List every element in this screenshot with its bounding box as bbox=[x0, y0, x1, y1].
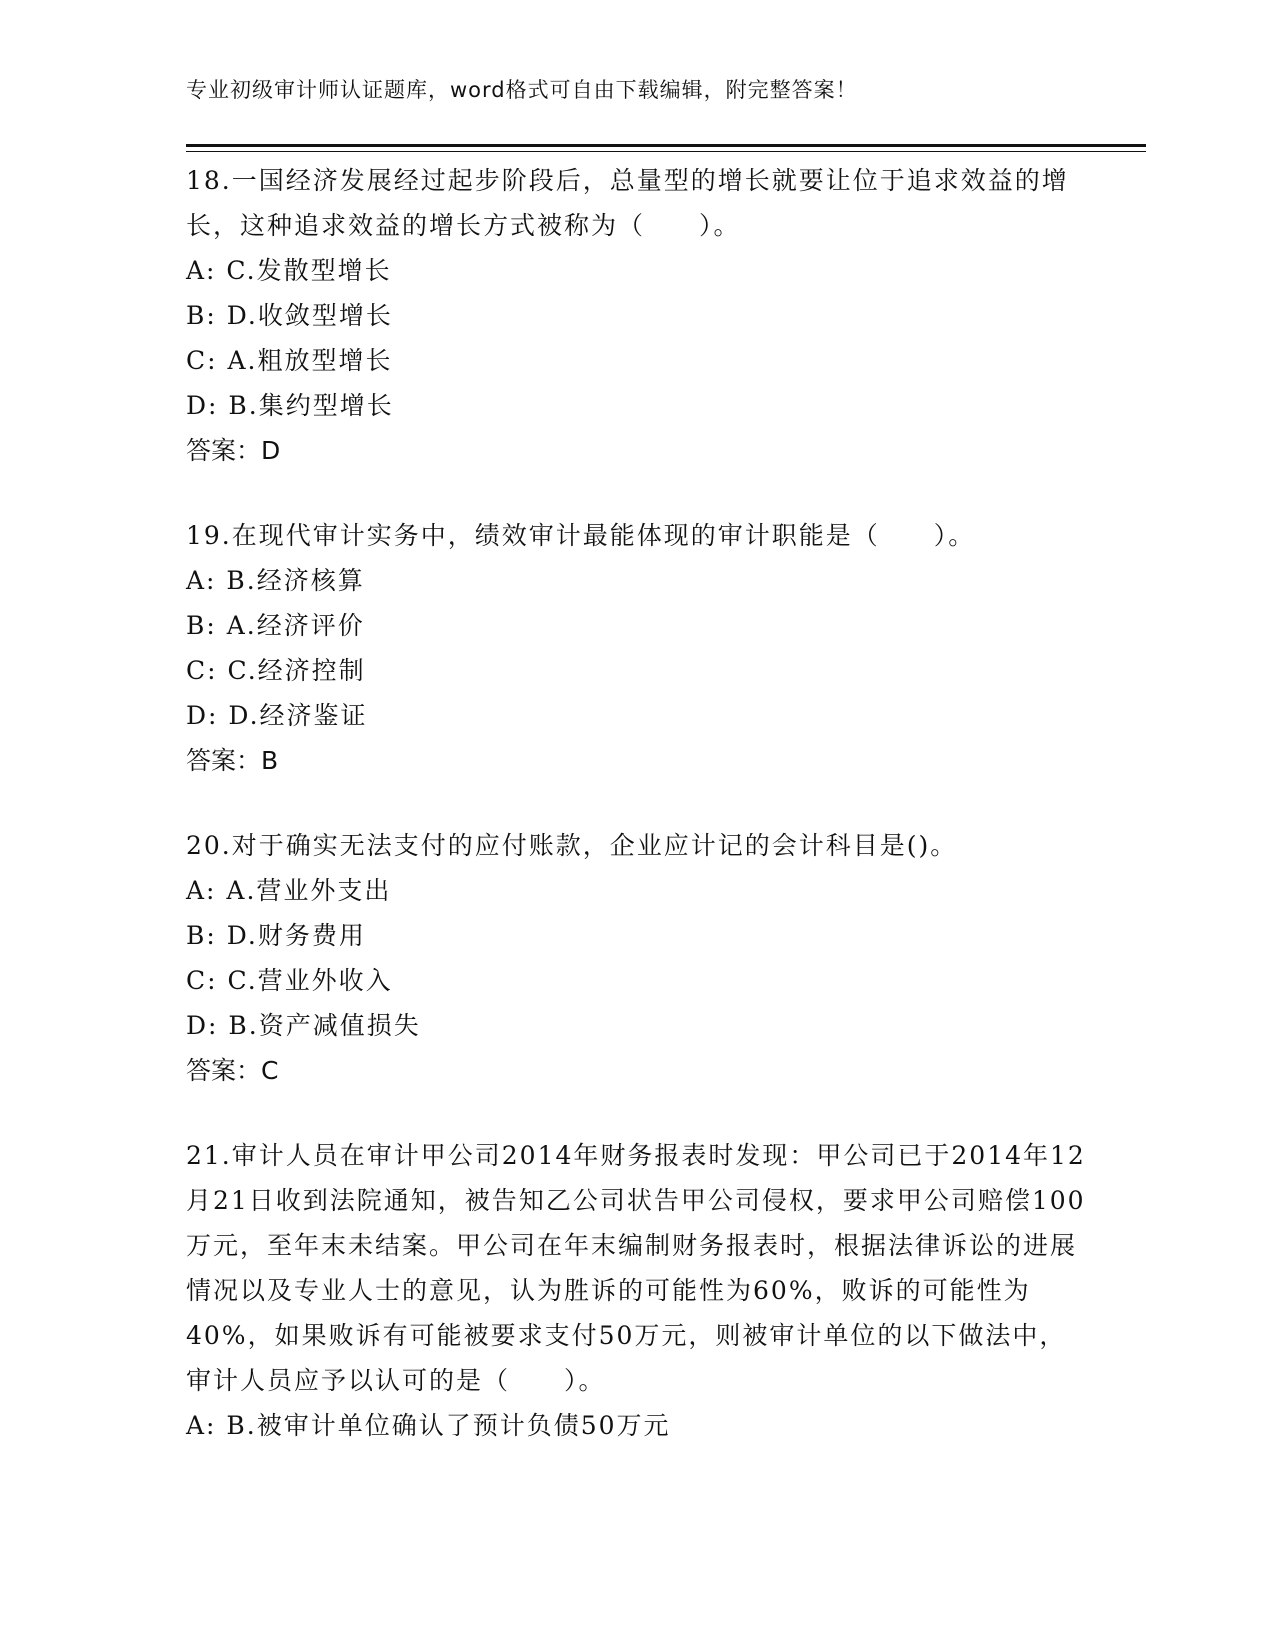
option-a: A: C.发散型增长 bbox=[186, 256, 392, 285]
option-c: C: A.粗放型增长 bbox=[186, 346, 393, 375]
option-a: A: B.被审计单位确认了预计负债50万元 bbox=[186, 1411, 671, 1440]
option-b: B: A.经济评价 bbox=[186, 611, 365, 640]
option-a: A: A.营业外支出 bbox=[186, 876, 392, 905]
page-header: 专业初级审计师认证题库，word格式可自由下载编辑，附完整答案！ bbox=[186, 78, 858, 102]
question-21 bbox=[186, 1133, 1086, 1448]
header-rule-thin bbox=[186, 151, 1146, 152]
option-d: D: B.资产减值损失 bbox=[186, 1011, 421, 1040]
question-stem: 21.审计人员在审计甲公司2014年财务报表时发现：甲公司已于2014年12月21日收到法院通知，被告知乙公司状告甲公司侵权，要求甲公司赔偿100万元，至年末未结案。甲公司在年末编制财务报表时，根据法律诉讼的进展情况以及专业人士的意见，认为胜诉的可能性为60%，败诉的可能性为40%，如果败诉有可能被要求支付50万元，则被审计单位的以下做法中，审计人员应予以认可的是（ ）。 bbox=[186, 1141, 1086, 1395]
answer-line: 答案：B bbox=[186, 746, 279, 775]
question-stem: 18.一国经济发展经过起步阶段后，总量型的增长就要让位于追求效益的增长，这种追求效益的增长方式被称为（ ）。 bbox=[186, 166, 1069, 240]
option-c: C: C.经济控制 bbox=[186, 656, 366, 685]
question-stem: 20.对于确实无法支付的应付账款，企业应计记的会计科目是()。 bbox=[186, 831, 958, 860]
option-b: B: D.收敛型增长 bbox=[186, 301, 393, 330]
question-list bbox=[186, 158, 1086, 1488]
answer-line: 答案：C bbox=[186, 1056, 279, 1085]
question-stem: 19.在现代审计实务中，绩效审计最能体现的审计职能是（ ）。 bbox=[186, 521, 976, 550]
header-rule-thick bbox=[186, 144, 1146, 147]
option-c: C: C.营业外收入 bbox=[186, 966, 393, 995]
answer-line: 答案：D bbox=[186, 436, 281, 465]
option-a: A: B.经济核算 bbox=[186, 566, 365, 595]
question-19 bbox=[186, 513, 1086, 783]
option-d: D: B.集约型增长 bbox=[186, 391, 394, 420]
option-b: B: D.财务费用 bbox=[186, 921, 366, 950]
question-20 bbox=[186, 823, 1086, 1093]
option-d: D: D.经济鉴证 bbox=[186, 701, 368, 730]
question-18 bbox=[186, 158, 1086, 473]
